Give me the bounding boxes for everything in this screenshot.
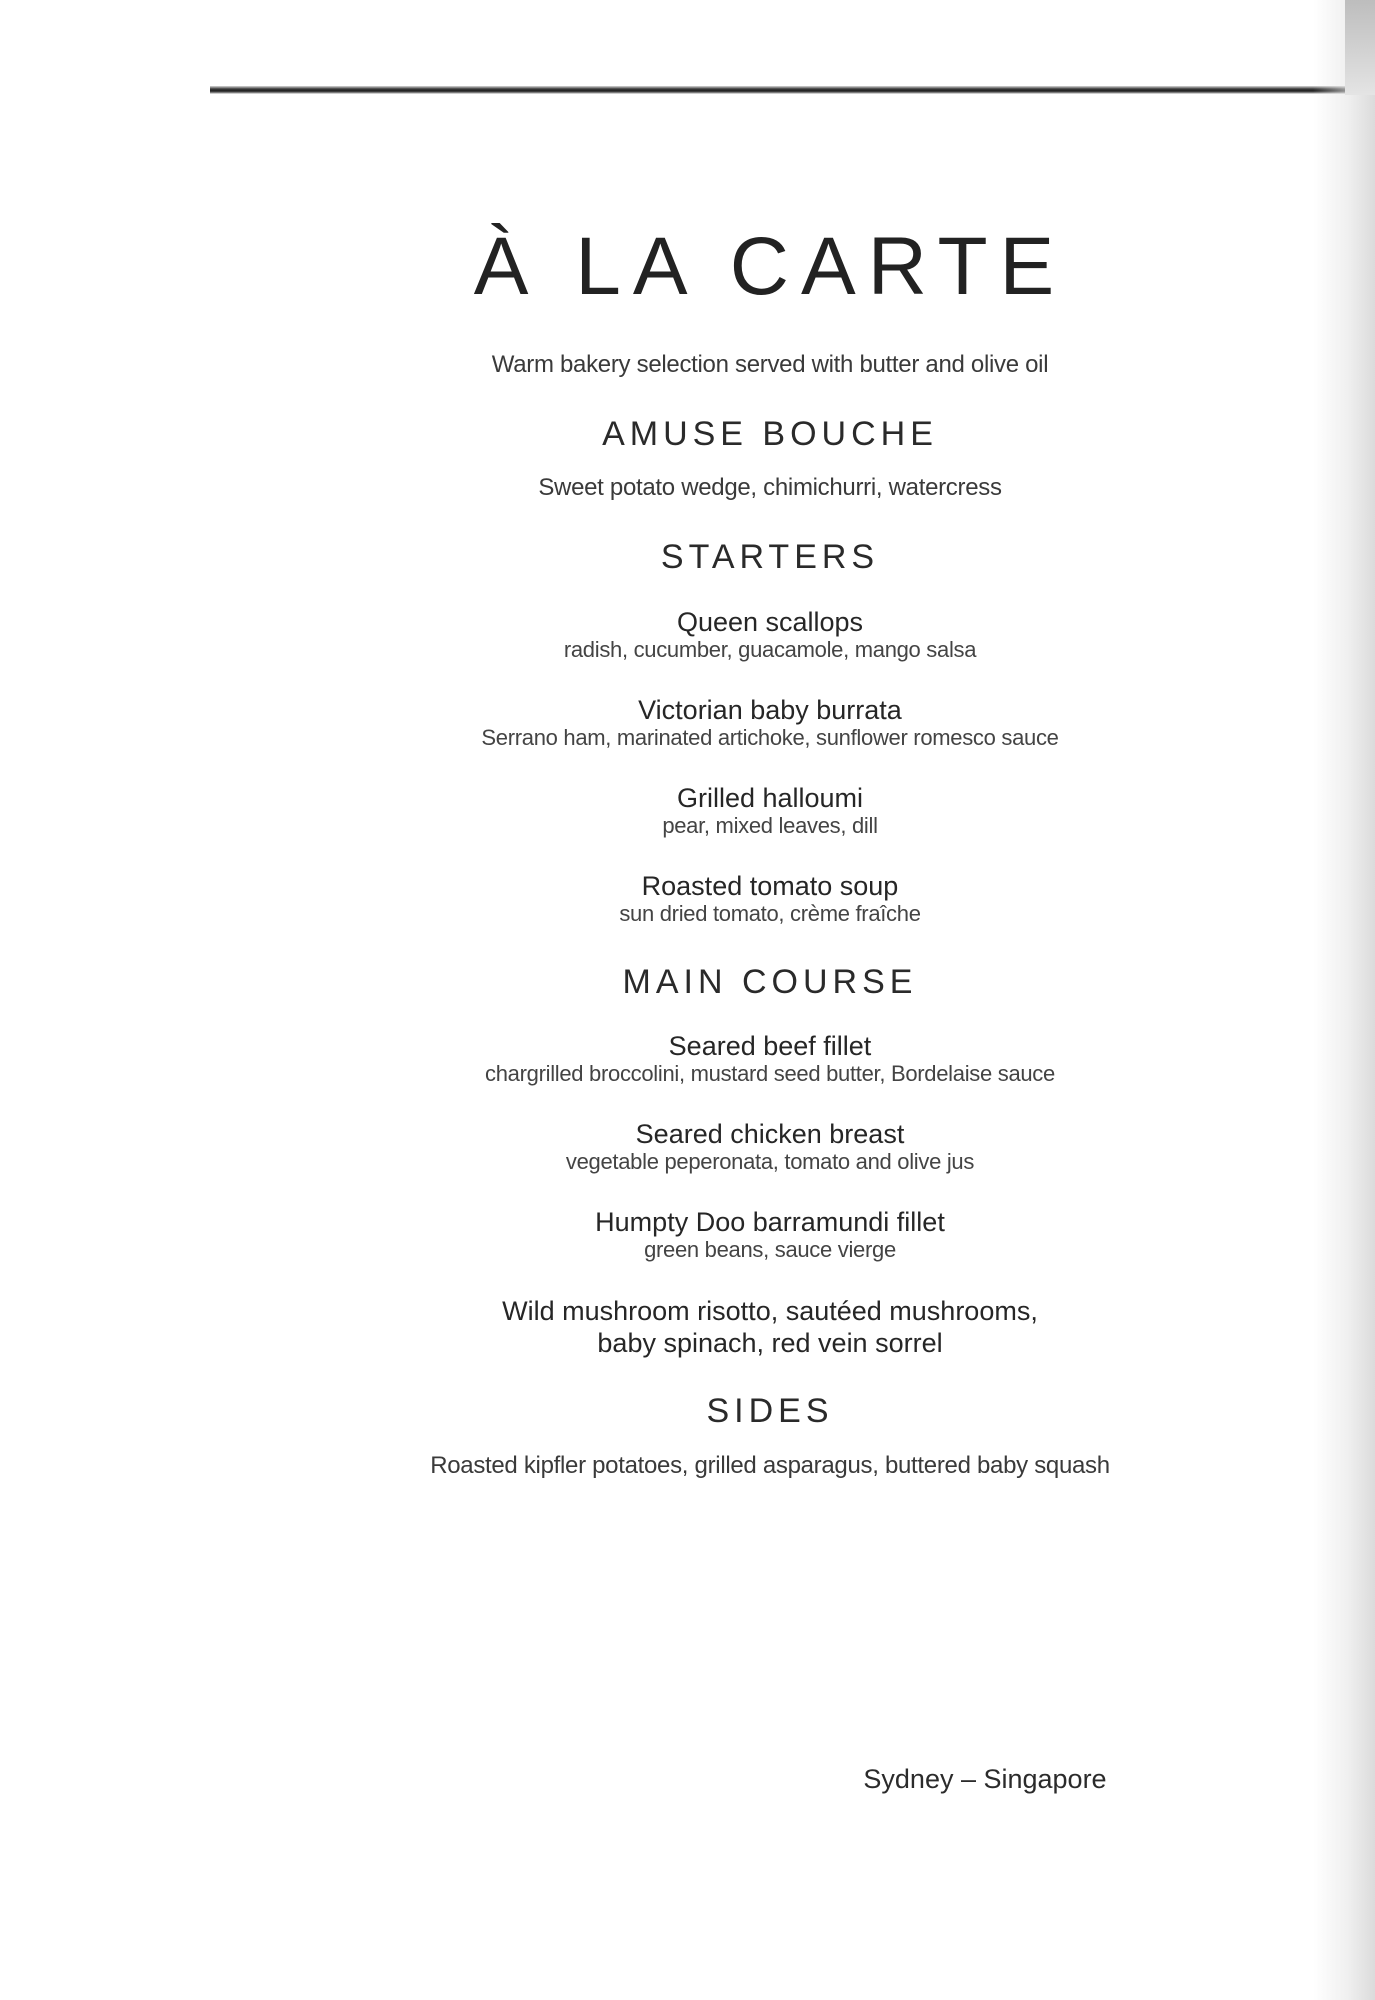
starter-item xyxy=(230,695,1310,751)
dish-description: sun dried tomato, crème fraîche xyxy=(619,901,921,926)
dish-name: Victorian baby burrata xyxy=(638,695,902,725)
menu-title: À LA CARTE xyxy=(473,221,1067,312)
page-edge-shadow-top xyxy=(1345,0,1375,95)
main-course-item xyxy=(230,1031,1310,1087)
risotto-line-2: baby spinach, red vein sorrel xyxy=(597,1328,943,1358)
bakery-intro: Warm bakery selection served with butter and olive oil xyxy=(491,351,1049,378)
starters-heading: STARTERS xyxy=(660,538,880,576)
dish-name: Grilled halloumi xyxy=(676,783,864,813)
dish-name: Seared chicken breast xyxy=(635,1119,905,1149)
dish-description: vegetable peperonata, tomato and olive jus xyxy=(565,1149,975,1174)
page-top-rule xyxy=(210,86,1375,94)
dish-name: Queen scallops xyxy=(676,607,864,637)
dish-description: radish, cucumber, guacamole, mango salsa xyxy=(563,637,977,662)
dish-description: green beans, sauce vierge xyxy=(644,1237,896,1262)
sides-description: Roasted kipfler potatoes, grilled asparagus, buttered baby squash xyxy=(430,1452,1110,1479)
page-edge-shadow xyxy=(1313,0,1375,2000)
sides-heading: SIDES xyxy=(706,1392,834,1430)
dish-description: Serrano ham, marinated artichoke, sunflower romesco sauce xyxy=(481,725,1059,750)
starter-item xyxy=(230,783,1310,839)
main-course-item xyxy=(230,1119,1310,1175)
main-course-heading: MAIN COURSE xyxy=(622,963,918,1001)
flight-route: Sydney – Singapore xyxy=(863,1764,1107,1794)
dish-name: Seared beef fillet xyxy=(668,1031,872,1061)
dish-description: pear, mixed leaves, dill xyxy=(662,813,878,838)
starter-item xyxy=(230,607,1310,663)
amuse-bouche-heading: AMUSE BOUCHE xyxy=(602,415,938,453)
starter-item xyxy=(230,871,1310,927)
risotto-line-1: Wild mushroom risotto, sautéed mushrooms, xyxy=(502,1296,1038,1326)
amuse-bouche-description: Sweet potato wedge, chimichurri, watercress xyxy=(538,474,1002,501)
dish-name: Humpty Doo barramundi fillet xyxy=(595,1207,945,1237)
dish-name: Roasted tomato soup xyxy=(641,871,899,901)
main-course-item-risotto xyxy=(230,1295,1310,1359)
dish-description: chargrilled broccolini, mustard seed butter, Bordelaise sauce xyxy=(485,1061,1055,1086)
main-course-item xyxy=(230,1207,1310,1263)
